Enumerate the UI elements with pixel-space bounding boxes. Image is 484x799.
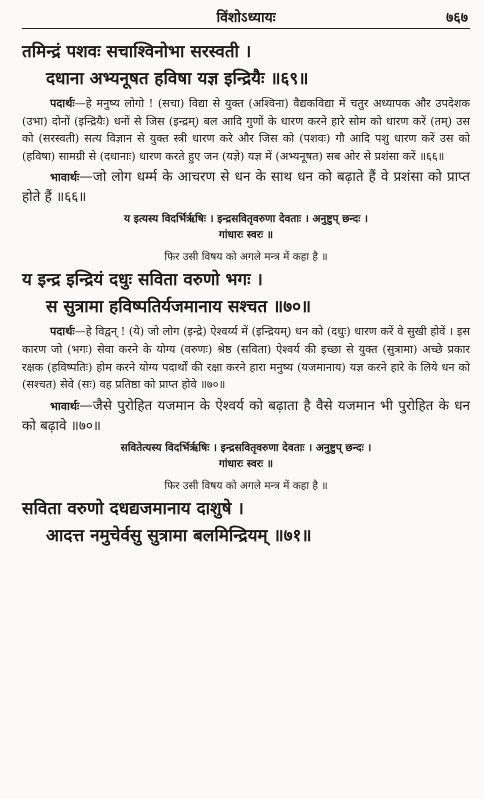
page-number: ७६७ xyxy=(446,10,468,26)
bhavartha-70 xyxy=(22,396,470,436)
bhavartha-text: —जो लोग धर्म्म के आचरण से धन के साथ धन को बढ़ाते हैं वे प्रशंसा को प्राप्त होते हैं ॥६६॥ xyxy=(22,169,470,206)
swar-line-71: गांधारः स्वरः ॥ xyxy=(218,457,274,470)
padartha-70 xyxy=(22,323,470,393)
mantra-69-line2: दधाना अभ्यनूषत हविषा यज्ञ इन्द्रियैः ॥६९॥ xyxy=(46,69,309,89)
padartha-label: पदार्थः xyxy=(50,324,75,339)
padartha-label: पदार्थः xyxy=(50,96,75,110)
chapter-title: विंशोऽध्यायः xyxy=(216,10,276,26)
intro-71: फिर उसी विषय को अगले मन्त्र में कहा है ॥ xyxy=(164,479,328,492)
intro-70: फिर उसी विषय को अगले मन्त्र में कहा है ॥ xyxy=(164,251,328,264)
bhavartha-69 xyxy=(22,167,470,207)
bhavartha-label: भावार्थः xyxy=(50,398,80,413)
padartha-text: —हे मनुष्य लोगो ! (सचा) विद्या से युक्त (अश्विना) वैद्यकविद्या में चतुर अध्यापक और उपदेशक (उभा) दोनों (इन्द्रियैः) धनों से जिस (इन्द्रम्) बल आदि गुणों के धारण करने हारे सोम को धारण करें (तम्) उस को (सरस्वती) सत्य विज्ञान से युक्त स्त्री धारण करे और जिस को (पशवः) गौ आदि पशु धारण करें उस को (हविषा) सामग्री से (दधानाः) धारण करते हुए जन (यज्ञे) यज्ञ में (अभ्यनूषत) सब ओर से प्रशंसा करें ॥६६॥ xyxy=(22,97,470,163)
mantra-70-line2: स सुत्रामा हविष्पतिर्यजमानाय सश्चत ॥७०॥ xyxy=(46,297,312,318)
bhavartha-text: —जैसे पुरोहित यजमान के ऐश्वर्य को बढ़ाता है वैसे यजमान भी पुरोहित के धन को बढ़ावे ॥७०॥ xyxy=(22,397,470,434)
mantra-71-line2: आदत्त नमुचेर्वसु सुत्रामा बलमिन्द्रियम् ॥७१॥ xyxy=(46,525,312,546)
bhavartha-label: भावार्थः xyxy=(50,170,80,185)
page-header xyxy=(22,6,470,29)
mantra-71-line1: सविता वरुणो दधद्यजमानाय दाशुषे । xyxy=(22,498,244,519)
padartha-text: —हे विद्वन् ! (ये) जो लोग (इन्द्रे) ऐश्वर्य्य में (इन्द्रियम्) धन को (दधुः) धारण करें वे सुखी होवें । इस कारण जो (भगः) सेवा करने के योग्य (वरुणः) श्रेष्ठ (सविता) ऐश्वर्य की इच्छा से युक्त (सुत्रामा) अच्छे प्रकार रक्षक (हविष्पतिः) होम करने योग्य पदार्थों की रक्षा करने हारा मनुष्य (यजमानाय) यज्ञ करने हारे के लिये धन को (सश्चत) सेवे (सः) वह प्रतिष्ठा को प्राप्त होवे ॥७०॥ xyxy=(22,325,470,392)
devata-line-71: सवितेत्यस्य विदर्भिर्ऋषिः । इन्द्रसवितृवरुणा देवताः । अनुष्टुप् छन्दः । xyxy=(120,441,372,454)
swar-line-70: गांधारः स्वरः ॥ xyxy=(218,229,274,242)
devata-line-70: य इत्यस्य विदर्भिर्ऋषिः । इन्द्रसवितृवरुणा देवताः । अनुष्टुप् छन्दः । xyxy=(123,213,369,226)
padartha-69 xyxy=(22,95,470,165)
mantra-70-line1: य इन्द्र इन्द्रियं दधुः सविता वरुणो भगः । xyxy=(22,270,263,291)
mantra-69-line1: तमिन्द्रं पशवः सचाश्विनोभा सरस्वती । xyxy=(22,42,252,62)
